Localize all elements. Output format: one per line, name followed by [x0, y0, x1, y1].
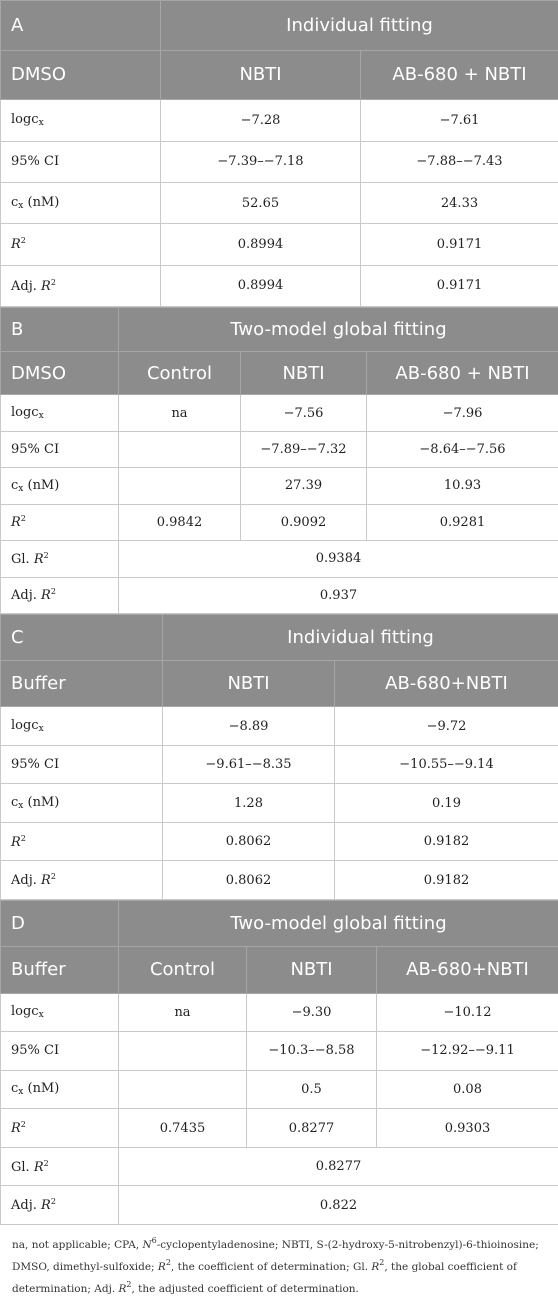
table-d-col-ab680-nbti: AB-680+NBTI — [377, 947, 558, 993]
table-c-condition: Buffer — [1, 661, 163, 707]
row-label-gl-r2: Gl. $R^2$ — [1, 1147, 119, 1186]
table-cell: −8.64–−7.56 — [367, 431, 558, 467]
table-cell: 10.93 — [367, 468, 558, 504]
table-cell: 0.9281 — [367, 504, 558, 540]
table-cell: 0.937 — [119, 577, 558, 613]
table-row — [1, 468, 558, 504]
table-cell: −12.92–−9.11 — [377, 1032, 558, 1071]
table-row — [1, 395, 558, 431]
table-row — [1, 577, 558, 613]
table-row — [1, 1147, 558, 1186]
table-b-label: B — [1, 308, 119, 352]
row-label-logcx: logc$_x$ — [1, 707, 163, 746]
table-cell: 0.822 — [119, 1186, 558, 1225]
table-cell: 27.39 — [241, 468, 367, 504]
table-row — [1, 745, 558, 784]
row-label-adj-r2: Adj. $R^2$ — [1, 265, 161, 306]
table-row — [1, 993, 558, 1032]
table-cell — [119, 1070, 247, 1109]
table-a-title-row — [1, 1, 558, 51]
table-row — [1, 1186, 558, 1225]
table-cell — [119, 468, 241, 504]
table-cell: 0.08 — [377, 1070, 558, 1109]
row-label-95ci: 95% CI — [1, 745, 163, 784]
table-cell: 1.28 — [163, 784, 335, 823]
row-label-adj-r2: Adj. $R^2$ — [1, 577, 119, 613]
table-a-condition: DMSO — [1, 50, 161, 100]
table-cell: 52.65 — [161, 182, 361, 223]
row-label-cx-nm: $c_x$ (nM) — [1, 1070, 119, 1109]
table-cell: 0.8994 — [161, 224, 361, 265]
table-cell: 24.33 — [361, 182, 558, 223]
table-d-title-row — [1, 901, 558, 947]
table-cell: −9.72 — [335, 707, 558, 746]
row-label-r2: $R^2$ — [1, 822, 163, 861]
table-cell: −9.30 — [247, 993, 377, 1032]
table-b-condition: DMSO — [1, 351, 119, 395]
table-cell: 0.8994 — [161, 265, 361, 306]
table-b-global-dmso — [0, 307, 558, 614]
table-c-col-nbti: NBTI — [163, 661, 335, 707]
table-d-col-nbti: NBTI — [247, 947, 377, 993]
table-cell: −9.61–−8.35 — [163, 745, 335, 784]
table-cell: 0.9171 — [361, 265, 558, 306]
row-label-gl-r2: Gl. $R^2$ — [1, 541, 119, 577]
table-a-col-nbti: NBTI — [161, 50, 361, 100]
table-row — [1, 100, 558, 141]
table-a-col-ab680-nbti: AB-680 + NBTI — [361, 50, 558, 100]
row-label-adj-r2: Adj. $R^2$ — [1, 861, 163, 900]
table-row — [1, 541, 558, 577]
row-label-cx-nm: $c_x$ (nM) — [1, 784, 163, 823]
table-b-col-control: Control — [119, 351, 241, 395]
row-label-95ci: 95% CI — [1, 1032, 119, 1071]
table-cell: 0.5 — [247, 1070, 377, 1109]
table-cell: −7.89–−7.32 — [241, 431, 367, 467]
table-cell: na — [119, 395, 241, 431]
table-row — [1, 784, 558, 823]
table-cell: −10.3–−8.58 — [247, 1032, 377, 1071]
table-cell: −7.39–−7.18 — [161, 141, 361, 182]
table-cell: −7.28 — [161, 100, 361, 141]
table-a-individual-dmso — [0, 0, 558, 307]
table-cell: −7.88–−7.43 — [361, 141, 558, 182]
table-row — [1, 182, 558, 223]
table-cell — [119, 1032, 247, 1071]
table-cell: 0.8062 — [163, 822, 335, 861]
table-c-column-header-row — [1, 661, 558, 707]
table-cell: −7.56 — [241, 395, 367, 431]
table-cell: 0.9182 — [335, 822, 558, 861]
table-row — [1, 861, 558, 900]
table-c-title-row — [1, 615, 558, 661]
table-a-column-header-row — [1, 50, 558, 100]
table-footnote: na, not applicable; CPA, $N^6$-cyclopentyladenosine; NBTI, S-(2-hydroxy-5-nitrobenzyl)-6-thioinosine; DMSO, dimethyl-sulfoxide; $R^2$, the coefficient of determination; Gl. $R^2$, the global coefficient of determination; Adj. $R^2$, the adjusted coefficient of determination. — [12, 1232, 548, 1298]
table-row — [1, 1032, 558, 1071]
table-cell: 0.9182 — [335, 861, 558, 900]
table-cell: −10.55–−9.14 — [335, 745, 558, 784]
table-cell: −8.89 — [163, 707, 335, 746]
row-label-logcx: logc$_x$ — [1, 100, 161, 141]
table-cell: 0.19 — [335, 784, 558, 823]
table-c-col-ab680-nbti: AB-680+NBTI — [335, 661, 558, 707]
table-a-label: A — [1, 1, 161, 51]
table-d-group-title: Two-model global fitting — [119, 901, 558, 947]
table-cell: 0.8277 — [119, 1147, 558, 1186]
table-c-individual-buffer — [0, 614, 558, 900]
table-row — [1, 822, 558, 861]
table-cell: 0.9384 — [119, 541, 558, 577]
table-cell: 0.9092 — [241, 504, 367, 540]
table-cell: na — [119, 993, 247, 1032]
table-row — [1, 1109, 558, 1148]
table-a-group-title: Individual fitting — [161, 1, 558, 51]
table-b-title-row — [1, 308, 558, 352]
table-cell: 0.8277 — [247, 1109, 377, 1148]
table-row — [1, 431, 558, 467]
table-d-col-control: Control — [119, 947, 247, 993]
table-cell: 0.9171 — [361, 224, 558, 265]
row-label-logcx: logc$_x$ — [1, 395, 119, 431]
table-c-group-title: Individual fitting — [163, 615, 558, 661]
row-label-95ci: 95% CI — [1, 431, 119, 467]
table-d-condition: Buffer — [1, 947, 119, 993]
table-b-column-header-row — [1, 351, 558, 395]
row-label-r2: $R^2$ — [1, 1109, 119, 1148]
table-b-group-title: Two-model global fitting — [119, 308, 558, 352]
table-cell: 0.8062 — [163, 861, 335, 900]
row-label-cx-nm: $c_x$ (nM) — [1, 468, 119, 504]
table-cell: 0.9303 — [377, 1109, 558, 1148]
table-d-global-buffer — [0, 900, 558, 1225]
table-row — [1, 265, 558, 306]
row-label-r2: $R^2$ — [1, 504, 119, 540]
table-cell: −10.12 — [377, 993, 558, 1032]
table-cell: 0.9842 — [119, 504, 241, 540]
table-cell: 0.7435 — [119, 1109, 247, 1148]
table-row — [1, 141, 558, 182]
table-row — [1, 1070, 558, 1109]
table-cell: −7.96 — [367, 395, 558, 431]
table-cell: −7.61 — [361, 100, 558, 141]
row-label-cx-nm: $c_x$ (nM) — [1, 182, 161, 223]
table-row — [1, 224, 558, 265]
row-label-r2: $R^2$ — [1, 224, 161, 265]
table-row — [1, 707, 558, 746]
row-label-95ci: 95% CI — [1, 141, 161, 182]
table-c-label: C — [1, 615, 163, 661]
table-row — [1, 504, 558, 540]
table-cell — [119, 431, 241, 467]
table-b-col-nbti: NBTI — [241, 351, 367, 395]
row-label-adj-r2: Adj. $R^2$ — [1, 1186, 119, 1225]
row-label-logcx: logc$_x$ — [1, 993, 119, 1032]
table-d-column-header-row — [1, 947, 558, 993]
table-b-col-ab680-nbti: AB-680 + NBTI — [367, 351, 558, 395]
table-d-label: D — [1, 901, 119, 947]
